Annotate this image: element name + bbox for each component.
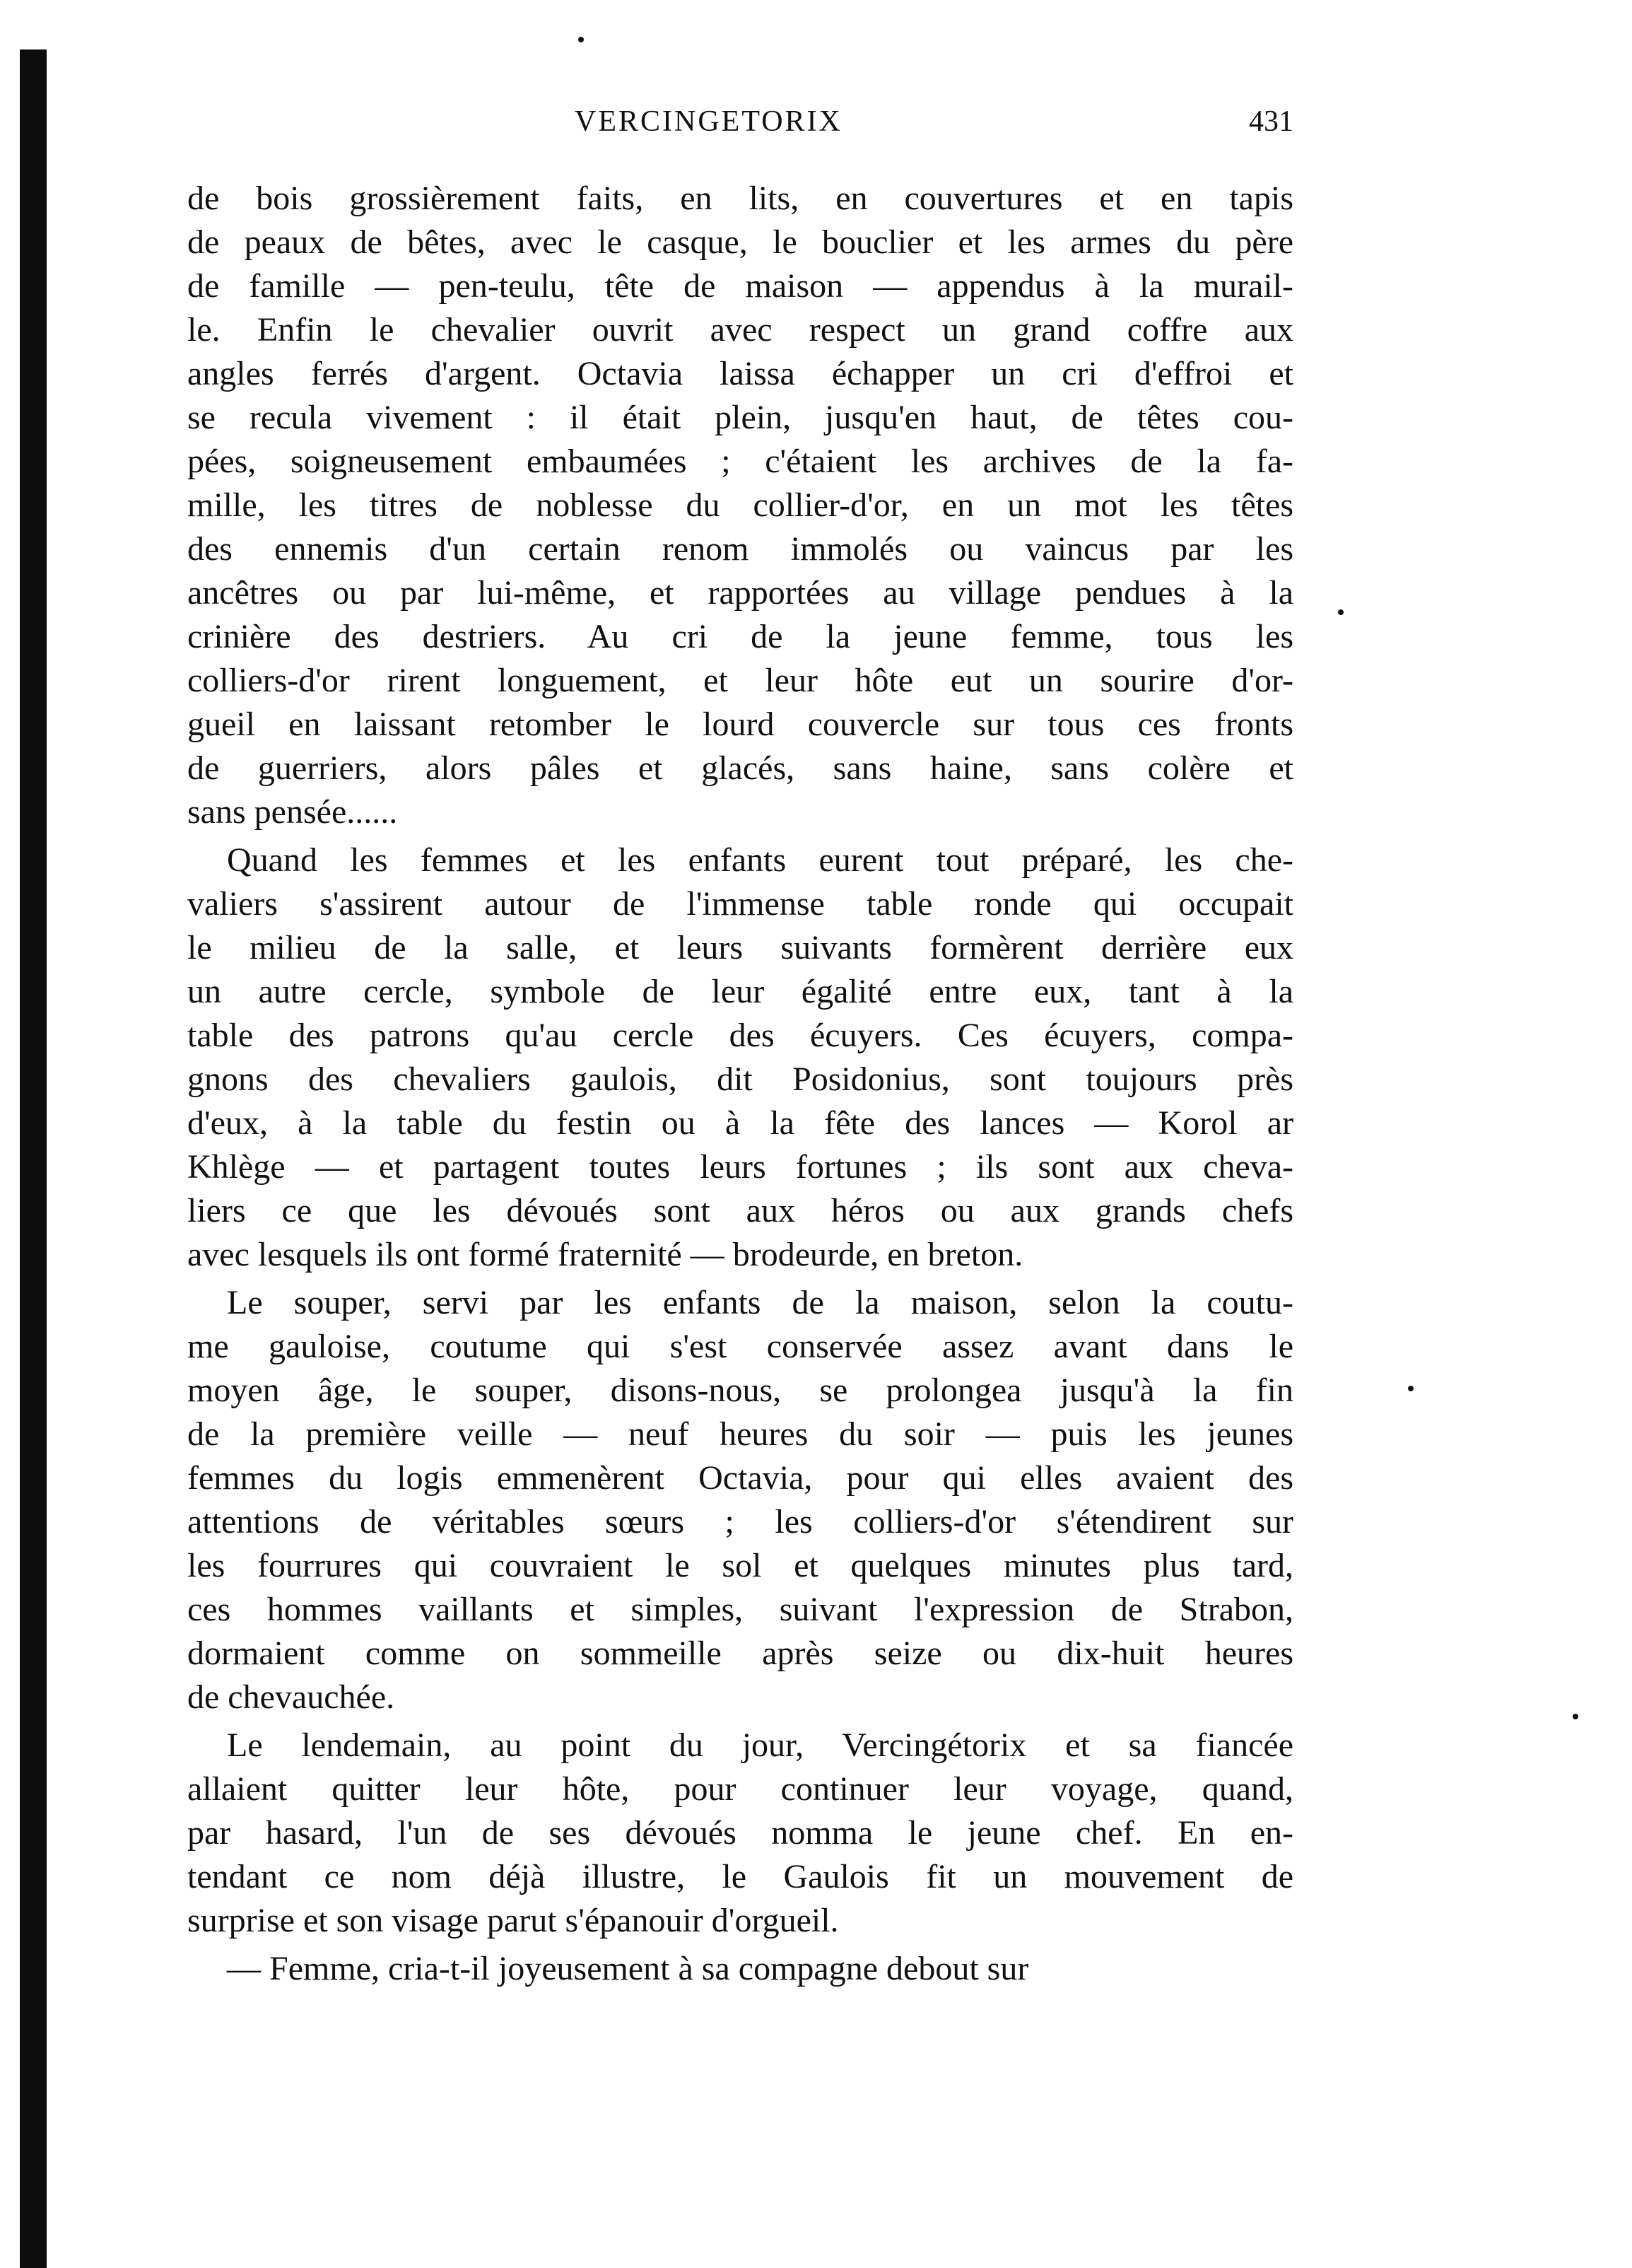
text-line: surprise et son visage parut s'épanouir d'orgueil. [187, 1902, 839, 1939]
text-line: sans pensée...... [187, 793, 398, 831]
text-line: de guerriers, alors pâles et glacés, sans haine, sans colère et [187, 749, 1293, 787]
text-line: angles ferrés d'argent. Octavia laissa échapper un cri d'effroi et [187, 355, 1293, 392]
text-line: Le lendemain, au point du jour, Vercingétorix et sa fiancée [227, 1726, 1293, 1764]
running-title: VERCINGETORIX [575, 105, 843, 138]
text-line: le. Enfin le chevalier ouvrit avec respect un grand coffre aux [187, 311, 1293, 349]
ink-speck [1408, 1386, 1414, 1391]
ink-speck [1338, 609, 1344, 615]
text-line: par hasard, l'un de ses dévoués nomma le jeune chef. En en- [187, 1814, 1293, 1852]
text-line: moyen âge, le souper, disons-nous, se prolongea jusqu'à la fin [187, 1372, 1293, 1409]
text-line: liers ce que les dévoués sont aux héros ou aux grands chefs [187, 1192, 1293, 1229]
text-line: femmes du logis emmenèrent Octavia, pour qui elles avaient des [187, 1459, 1293, 1497]
text-line: attentions de véritables sœurs ; les colliers-d'or s'étendirent sur [187, 1503, 1293, 1541]
ink-speck [1573, 1714, 1578, 1719]
text-line: colliers-d'or rirent longuement, et leur hôte eut un sourire d'or- [187, 662, 1293, 699]
text-line: de bois grossièrement faits, en lits, en couvertures et en tapis [187, 180, 1293, 217]
paragraph [187, 1281, 1293, 1719]
text-line: de famille — pen-teulu, tête de maison — appendus à la murail- [187, 267, 1293, 305]
text-line: d'eux, à la table du festin ou à la fête des lances — Korol ar [187, 1104, 1293, 1142]
text-line: un autre cercle, symbole de leur égalité entre eux, tant à la [187, 973, 1293, 1010]
paragraph [187, 177, 1293, 834]
ink-speck [578, 37, 584, 42]
text-line: gnons des chevaliers gaulois, dit Posidonius, sont toujours près [187, 1060, 1293, 1098]
text-line: ancêtres ou par lui-même, et rapportées au village pendues à la [187, 574, 1293, 612]
paragraph [187, 1947, 1293, 1991]
text-line: Le souper, servi par les enfants de la maison, selon la coutu- [227, 1284, 1293, 1321]
text-line: pées, soigneusement embaumées ; c'étaient les archives de la fa- [187, 443, 1293, 480]
text-line: Khlège — et partagent toutes leurs fortunes ; ils sont aux cheva- [187, 1148, 1293, 1186]
text-line: valiers s'assirent autour de l'immense table ronde qui occupait [187, 885, 1293, 923]
text-line: les fourrures qui couvraient le sol et quelques minutes plus tard, [187, 1547, 1293, 1584]
text-line: allaient quitter leur hôte, pour continuer leur voyage, quand, [187, 1770, 1293, 1808]
binding-edge [20, 49, 47, 2268]
text-line: dormaient comme on sommeille après seize ou dix-huit heures [187, 1635, 1293, 1672]
paragraph [187, 838, 1293, 1277]
text-line: se recula vivement : il était plein, jusqu'en haut, de têtes cou- [187, 399, 1293, 436]
text-line: avec lesquels ils ont formé fraternité — brodeurde, en breton. [187, 1236, 1023, 1273]
text-line: me gauloise, coutume qui s'est conservée assez avant dans le [187, 1328, 1293, 1365]
text-line: de peaux de bêtes, avec le casque, le bouclier et les armes du père [187, 223, 1293, 261]
text-line: des ennemis d'un certain renom immolés ou vaincus par les [187, 530, 1293, 568]
text-line: le milieu de la salle, et leurs suivants formèrent derrière eux [187, 929, 1293, 966]
text-line: Quand les femmes et les enfants eurent tout préparé, les che- [227, 841, 1293, 879]
text-line: crinière des destriers. Au cri de la jeune femme, tous les [187, 618, 1293, 655]
text-line: ces hommes vaillants et simples, suivant l'expression de Strabon, [187, 1591, 1293, 1628]
page-header [187, 105, 1293, 147]
text-line: table des patrons qu'au cercle des écuyers. Ces écuyers, compa- [187, 1017, 1293, 1054]
text-line: tendant ce nom déjà illustre, le Gaulois fit un mouvement de [187, 1858, 1293, 1895]
text-line: de la première veille — neuf heures du soir — puis les jeunes [187, 1415, 1293, 1453]
text-line: — Femme, cria-t-il joyeusement à sa compagne debout sur [227, 1950, 1029, 1987]
body-text [187, 177, 1293, 1991]
text-line: gueil en laissant retomber le lourd couvercle sur tous ces fronts [187, 706, 1293, 743]
paragraph [187, 1724, 1293, 1943]
page-number: 431 [1249, 105, 1293, 138]
text-line: mille, les titres de noblesse du collier-d'or, en un mot les têtes [187, 486, 1293, 524]
text-line: de chevauchée. [187, 1678, 395, 1716]
